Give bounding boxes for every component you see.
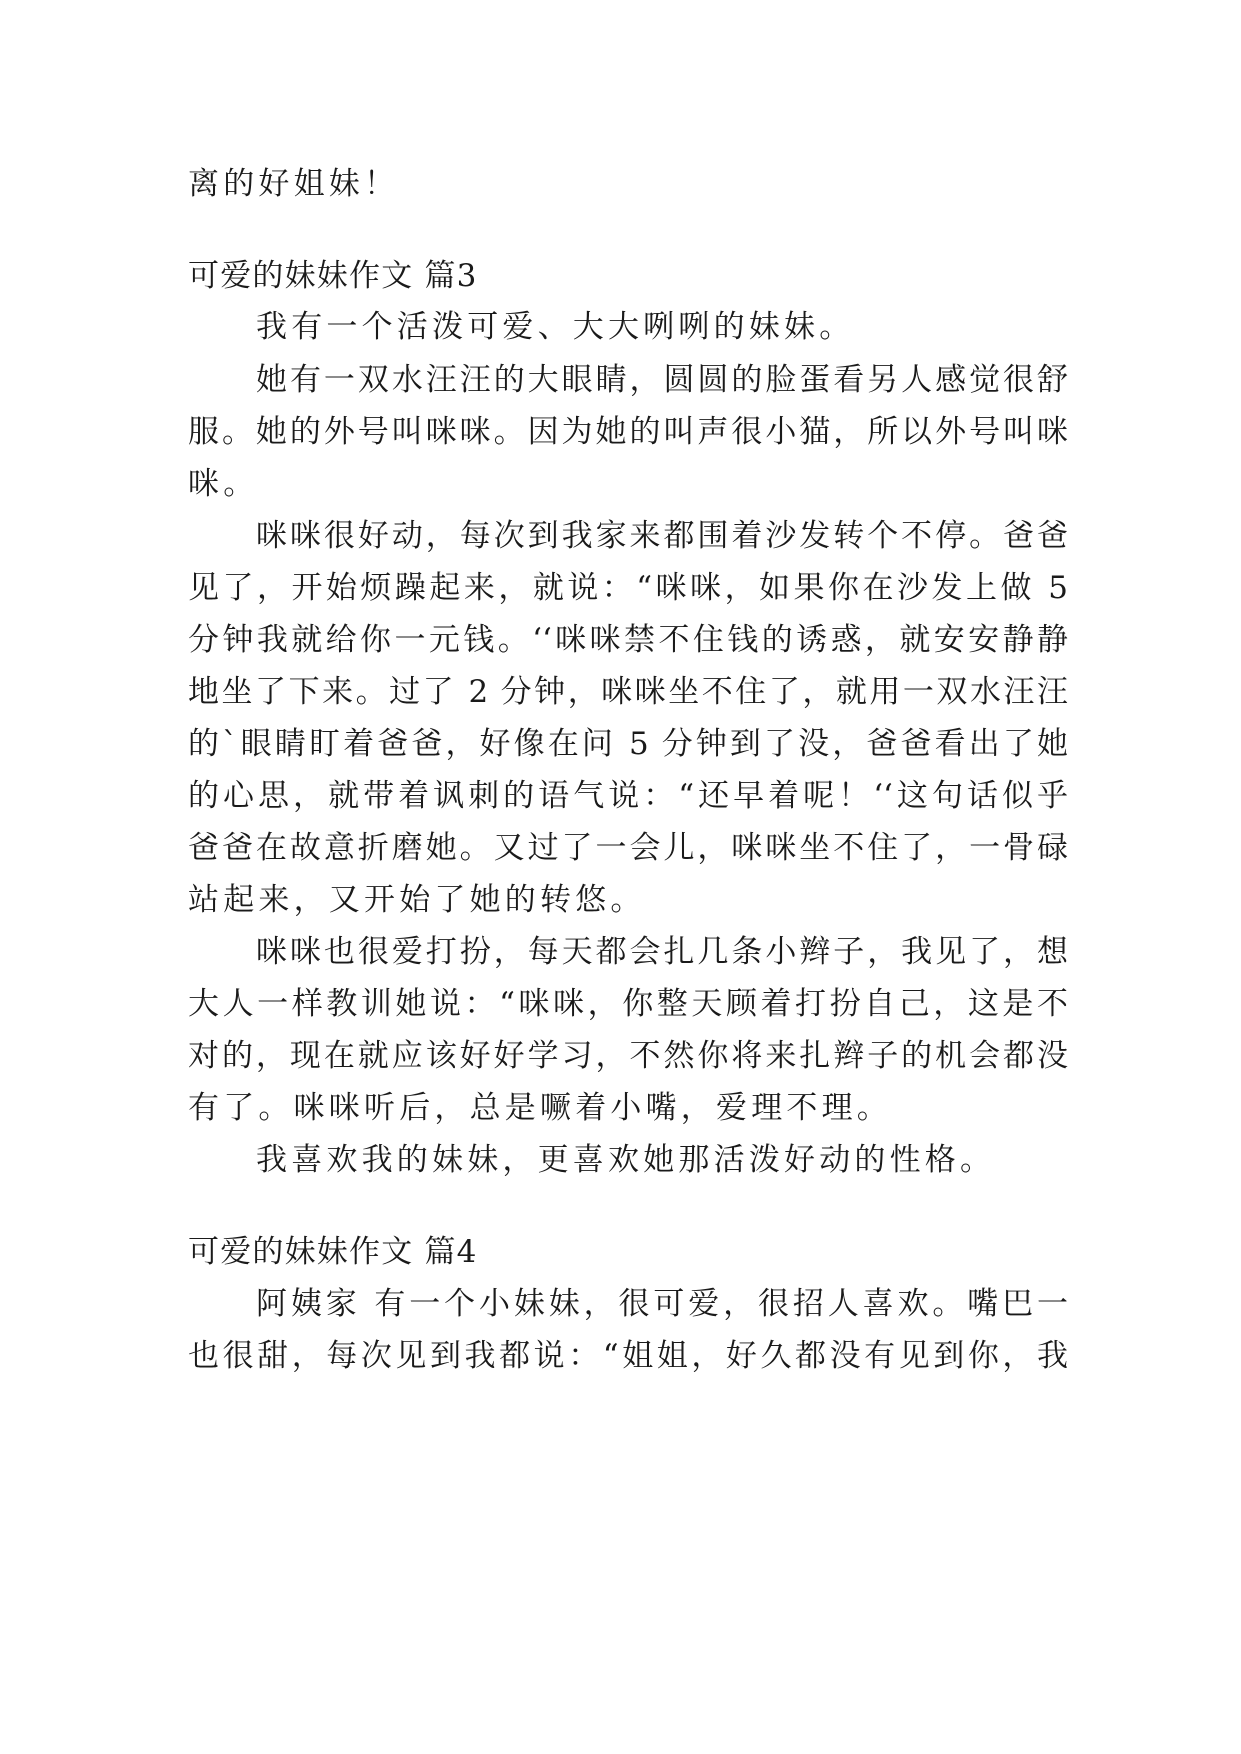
text-line: 分钟我就给你一元钱。‘‘咪咪禁不住钱的诱惑，就安安静静 [188,622,1068,658]
text-line: 她有一双水汪汪的大眼睛，圆圆的脸蛋看另人感觉很舒 [256,362,1068,398]
section-heading: 可爱的妹妹作文 篇4 [188,1234,478,1270]
text-line: 的`眼睛盯着爸爸，好像在问 5 分钟到了没，爸爸看出了她 [188,726,1068,762]
text-line: 也很甜，每次见到我都说：“姐姐，好久都没有见到你，我 [188,1338,1068,1374]
text-line: 站起来，又开始了她的转悠。 [188,882,646,918]
text-line: 大人一样教训她说：“咪咪，你整天顾着打扮自己，这是不 [188,986,1068,1022]
text-line: 我喜欢我的妹妹，更喜欢她那活泼好动的性格。 [256,1142,996,1178]
text-line: 咪咪很好动，每次到我家来都围着沙发转个不停。爸爸 [256,518,1068,554]
text-line: 有了。咪咪听后，总是噘着小嘴，爱理不理。 [188,1090,892,1126]
text-line: 离的好姐妹！ [188,166,400,202]
text-line: 地坐了下来。过了 2 分钟，咪咪坐不住了，就用一双水汪汪 [188,674,1068,710]
text-line: 我有一个活泼可爱、大大咧咧的妹妹。 [256,309,855,345]
text-line: 见了，开始烦躁起来，就说：“咪咪，如果你在沙发上做 5 [188,570,1068,606]
text-line: 咪咪也很爱打扮，每天都会扎几条小辫子，我见了，想 [256,934,1068,970]
text-line: 的心思，就带着讽刺的语气说：“还早着呢！‘‘这句话似乎 [188,778,1068,814]
text-line: 阿姨家 有一个小妹妹，很可爱，很招人喜欢。嘴巴一 [256,1286,1068,1322]
text-line: 服。她的外号叫咪咪。因为她的叫声很小猫，所以外号叫咪 [188,414,1068,450]
text-line: 对的，现在就应该好好学习，不然你将来扎辫子的机会都没 [188,1038,1068,1074]
text-line: 爸爸在故意折磨她。又过了一会儿，咪咪坐不住了，一骨碌 [188,830,1068,866]
section-heading: 可爱的妹妹作文 篇3 [188,258,478,294]
text-line: 咪。 [188,466,259,502]
